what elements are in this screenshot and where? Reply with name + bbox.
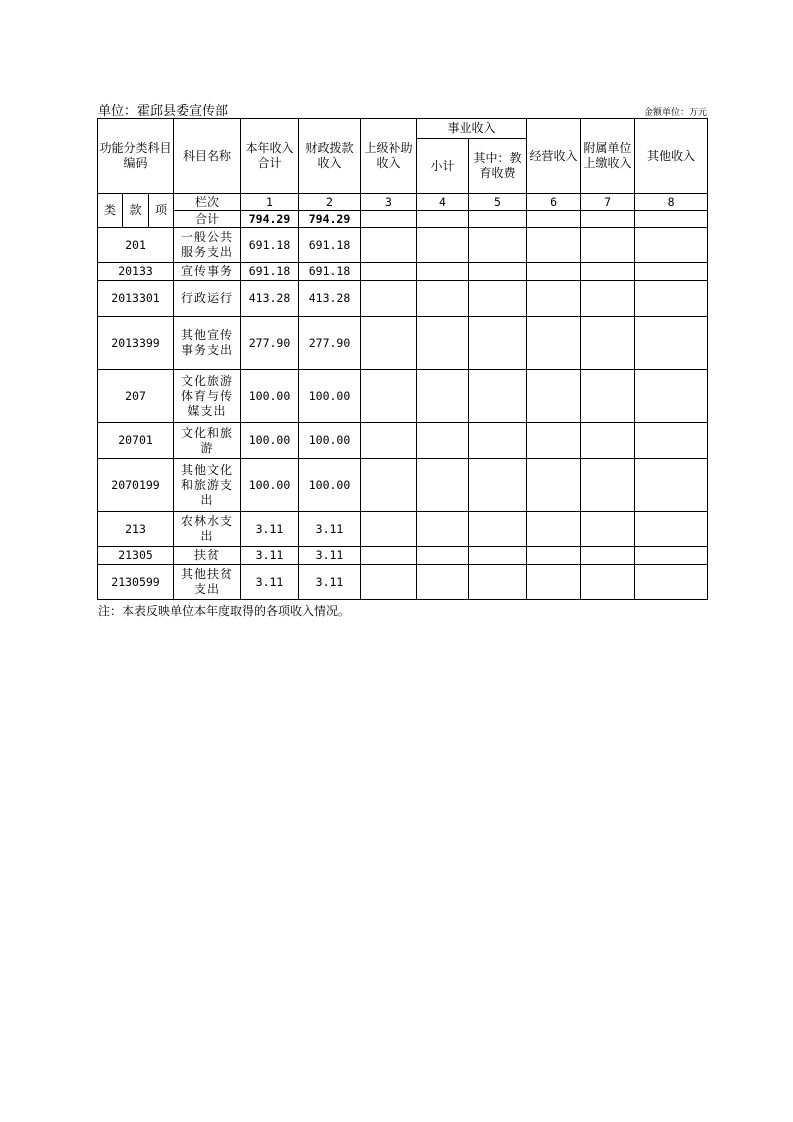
row-total-income: 100.00 (241, 459, 299, 512)
row-empty-cell (527, 263, 581, 281)
row-fiscal: 100.00 (299, 423, 361, 459)
row-empty-cell (361, 547, 417, 565)
row-empty-cell (361, 370, 417, 423)
row-empty-cell (417, 459, 469, 512)
row-empty-cell (361, 565, 417, 600)
row-fiscal: 691.18 (299, 228, 361, 263)
row-empty-cell (417, 228, 469, 263)
row-fiscal: 3.11 (299, 565, 361, 600)
row-total-income: 691.18 (241, 263, 299, 281)
row-subject-name: 行政运行 (174, 281, 241, 317)
row-code: 21305 (98, 547, 174, 565)
row-empty-cell (417, 317, 469, 370)
row-empty-cell (635, 547, 708, 565)
row-subject-name: 文化和旅游 (174, 423, 241, 459)
row-empty-cell (581, 459, 635, 512)
lei-header: 类 (98, 194, 123, 228)
row-empty-cell (581, 281, 635, 317)
row-empty-cell (635, 281, 708, 317)
row-fiscal: 3.11 (299, 512, 361, 547)
amount-unit-label: 金额单位：万元 (643, 108, 707, 118)
table-row (98, 263, 708, 281)
row-empty-cell (469, 281, 527, 317)
row-empty-cell (581, 547, 635, 565)
row-empty-cell (527, 547, 581, 565)
row-code: 20701 (98, 423, 174, 459)
row-subject-name: 其他扶贫支出 (174, 565, 241, 600)
total-fiscal-value: 794.29 (299, 211, 361, 228)
row-total-income: 413.28 (241, 281, 299, 317)
row-empty-cell (527, 281, 581, 317)
row-empty-cell (469, 263, 527, 281)
row-fiscal: 277.90 (299, 317, 361, 370)
row-empty-cell (581, 423, 635, 459)
row-empty-cell (527, 370, 581, 423)
row-empty-cell (581, 317, 635, 370)
row-fiscal: 100.00 (299, 459, 361, 512)
row-subject-name: 农林水支出 (174, 512, 241, 547)
row-empty-cell (417, 512, 469, 547)
table-row (98, 459, 708, 512)
row-subject-name: 文化旅游体育与传媒支出 (174, 370, 241, 423)
header-row-1 (98, 119, 708, 139)
row-subject-name: 宣传事务 (174, 263, 241, 281)
row-empty-cell (635, 565, 708, 600)
row-code: 2013399 (98, 317, 174, 370)
education-fee-header: 其中：教育收费 (469, 139, 527, 194)
row-empty-cell (361, 423, 417, 459)
row-subject-name: 其他宣传事务支出 (174, 317, 241, 370)
row-empty-cell (361, 512, 417, 547)
row-fiscal: 413.28 (299, 281, 361, 317)
row-fiscal: 3.11 (299, 547, 361, 565)
row-empty-cell (527, 423, 581, 459)
row-empty-cell (527, 228, 581, 263)
table-row (98, 317, 708, 370)
col-number-2: 2 (299, 194, 361, 211)
row-empty-cell (635, 512, 708, 547)
row-empty-cell (469, 317, 527, 370)
row-empty-cell (469, 423, 527, 459)
xiang-header: 项 (149, 194, 174, 228)
row-empty-cell (361, 317, 417, 370)
row-total-income: 100.00 (241, 370, 299, 423)
row-empty-cell (527, 459, 581, 512)
operating-header: 经营收入 (527, 119, 581, 194)
table-row (98, 512, 708, 547)
row-fiscal: 691.18 (299, 263, 361, 281)
row-empty-cell (417, 423, 469, 459)
row-empty-cell (469, 512, 527, 547)
row-total-income: 277.90 (241, 317, 299, 370)
row-empty-cell (417, 281, 469, 317)
row-total-income: 3.11 (241, 565, 299, 600)
row-code: 201 (98, 228, 174, 263)
row-empty-cell (361, 263, 417, 281)
row-empty-cell (527, 565, 581, 600)
row-empty-cell (469, 228, 527, 263)
col-number-4: 4 (417, 194, 469, 211)
row-subject-name: 其他文化和旅游支出 (174, 459, 241, 512)
col-number-7: 7 (581, 194, 635, 211)
column-number-row (98, 194, 708, 211)
row-total-income: 100.00 (241, 423, 299, 459)
data-rows (98, 228, 708, 600)
row-total-income: 3.11 (241, 512, 299, 547)
business-income-header: 事业收入 (417, 119, 527, 139)
row-empty-cell (527, 317, 581, 370)
row-empty-cell (581, 263, 635, 281)
row-code: 2013301 (98, 281, 174, 317)
row-empty-cell (469, 565, 527, 600)
row-empty-cell (581, 228, 635, 263)
unit-label: 单位：霍邱县委宣传部 (98, 104, 229, 119)
row-empty-cell (417, 565, 469, 600)
table-row (98, 370, 708, 423)
row-empty-cell (581, 565, 635, 600)
fiscal-header: 财政拨款收入 (299, 119, 361, 194)
row-empty-cell (635, 423, 708, 459)
row-empty-cell (361, 281, 417, 317)
row-subject-name: 一般公共服务支出 (174, 228, 241, 263)
row-total-income: 691.18 (241, 228, 299, 263)
row-code: 207 (98, 370, 174, 423)
col-number-8: 8 (635, 194, 708, 211)
row-empty-cell (635, 317, 708, 370)
row-empty-cell (635, 370, 708, 423)
total-income-value: 794.29 (241, 211, 299, 228)
row-empty-cell (469, 370, 527, 423)
income-table (97, 118, 708, 600)
col-number-3: 3 (361, 194, 417, 211)
row-empty-cell (527, 512, 581, 547)
table-row (98, 547, 708, 565)
row-empty-cell (635, 459, 708, 512)
other-income-header: 其他收入 (635, 119, 708, 194)
row-code: 2070199 (98, 459, 174, 512)
row-empty-cell (469, 459, 527, 512)
row-code: 2130599 (98, 565, 174, 600)
row-empty-cell (581, 512, 635, 547)
row-fiscal: 100.00 (299, 370, 361, 423)
table-row (98, 565, 708, 600)
table-row (98, 423, 708, 459)
row-empty-cell (417, 263, 469, 281)
row-code: 213 (98, 512, 174, 547)
table-row (98, 228, 708, 263)
func-code-header: 功能分类科目编码 (98, 119, 174, 194)
row-empty-cell (635, 228, 708, 263)
footnote: 注：本表反映单位本年度取得的各项收入情况。 (98, 604, 351, 618)
col-number-1: 1 (241, 194, 299, 211)
row-empty-cell (581, 370, 635, 423)
col-number-6: 6 (527, 194, 581, 211)
total-label: 合计 (174, 211, 241, 228)
superior-subsidy-header: 上级补助收入 (361, 119, 417, 194)
row-empty-cell (361, 459, 417, 512)
row-subject-name: 扶贫 (174, 547, 241, 565)
lanci-label: 栏次 (174, 194, 241, 211)
total-income-header: 本年收入合计 (241, 119, 299, 194)
total-row (98, 211, 708, 228)
row-code: 20133 (98, 263, 174, 281)
row-empty-cell (469, 547, 527, 565)
row-empty-cell (417, 370, 469, 423)
row-empty-cell (361, 228, 417, 263)
table-row (98, 281, 708, 317)
row-total-income: 3.11 (241, 547, 299, 565)
affiliated-header: 附属单位上缴收入 (581, 119, 635, 194)
row-empty-cell (635, 263, 708, 281)
subject-name-header: 科目名称 (174, 119, 241, 194)
col-number-5: 5 (469, 194, 527, 211)
kuan-header: 款 (123, 194, 149, 228)
row-empty-cell (417, 547, 469, 565)
subtotal-header: 小计 (417, 139, 469, 194)
